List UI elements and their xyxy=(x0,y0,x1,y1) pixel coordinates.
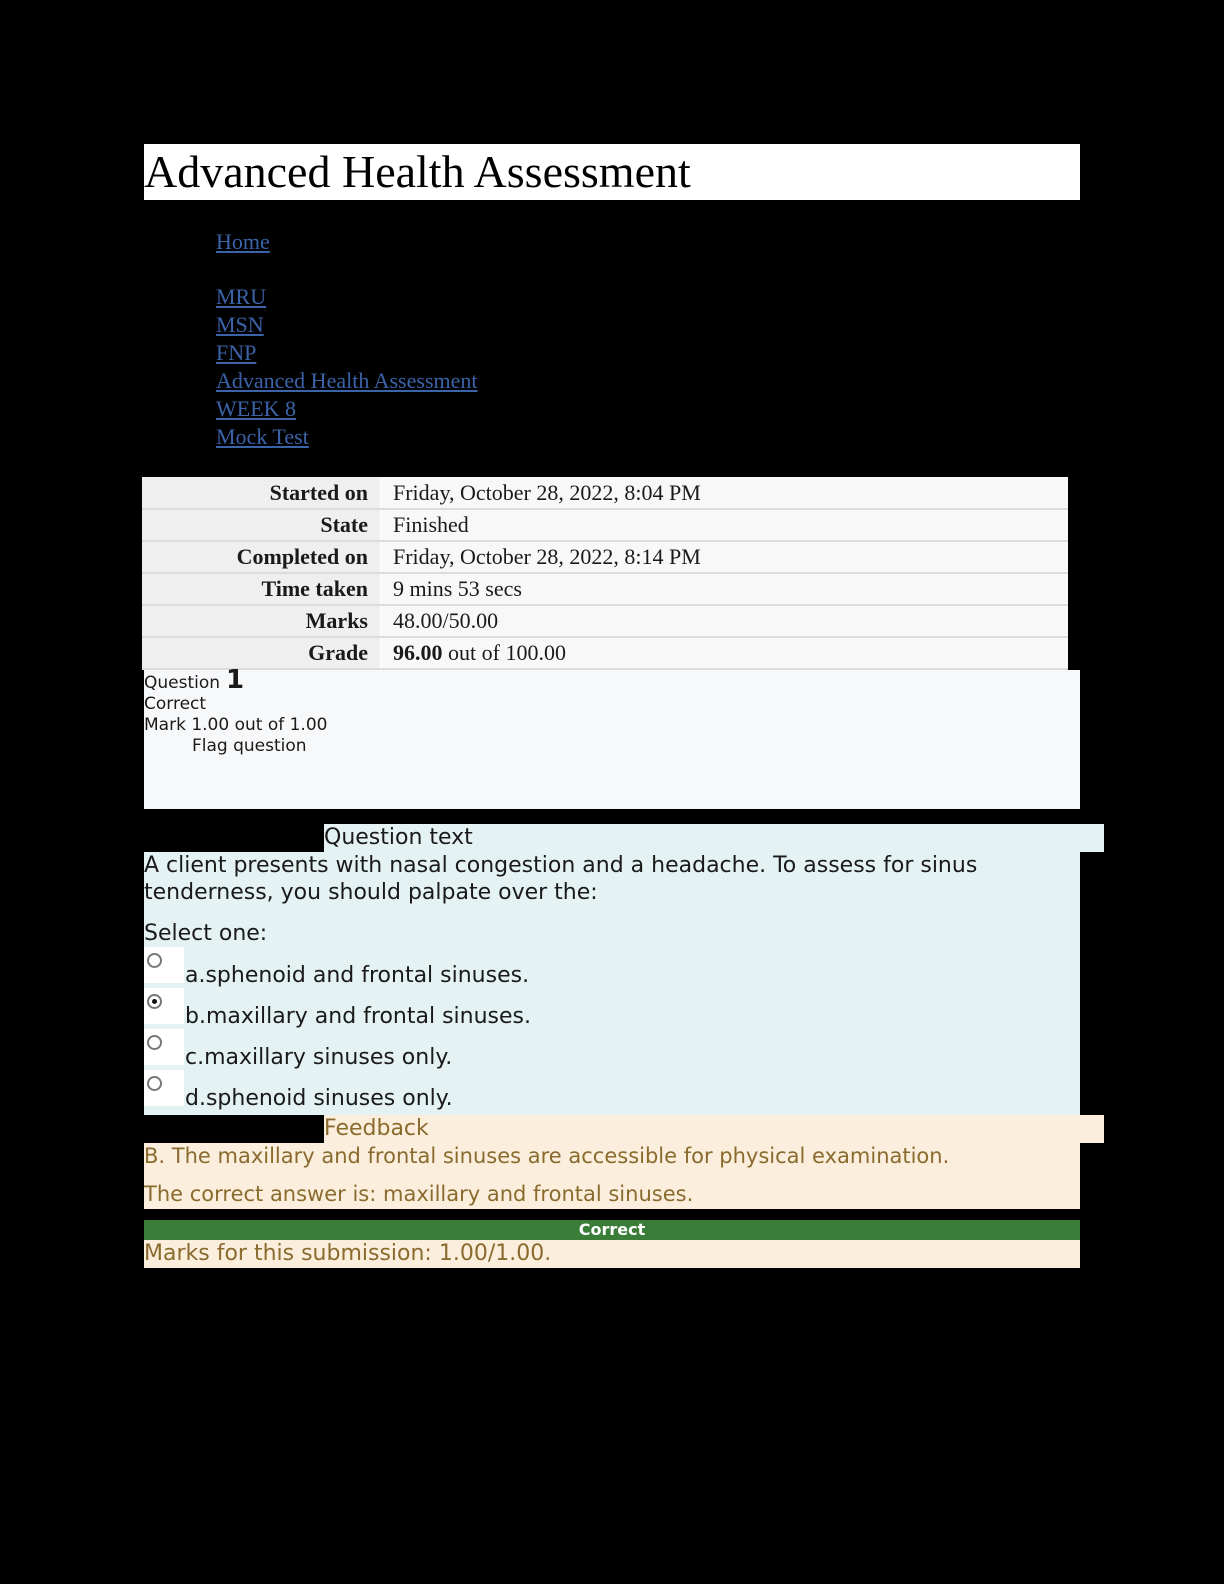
feedback-content xyxy=(144,1143,1080,1209)
radio-button[interactable] xyxy=(147,1076,162,1091)
breadcrumb-link-fnp[interactable]: FNP xyxy=(216,340,257,365)
summary-value: 48.00/50.00 xyxy=(381,605,1069,637)
question-label: Question xyxy=(144,673,221,693)
breadcrumb-link-mru[interactable]: MRU xyxy=(216,284,267,309)
summary-row xyxy=(142,573,1068,605)
summary-label: Time taken xyxy=(142,573,381,605)
answer-option-a[interactable] xyxy=(144,947,1080,988)
breadcrumb xyxy=(216,228,478,451)
summary-row xyxy=(142,509,1068,541)
answer-label: a.sphenoid and frontal sinuses. xyxy=(185,963,530,988)
grade-suffix: out of 100.00 xyxy=(442,640,566,665)
radio-wrapper xyxy=(144,1029,184,1065)
page-title-bar xyxy=(144,144,1080,200)
question-number: 1 xyxy=(226,665,245,695)
summary-label: Marks xyxy=(142,605,381,637)
breadcrumb-link-quiz[interactable]: Mock Test xyxy=(216,424,309,449)
question-stem: A client presents with nasal congestion and a headache. To assess for sinus tenderness, you should palpate over the: xyxy=(144,853,978,905)
question-number-line xyxy=(144,665,1080,695)
grade-score: 96.00 xyxy=(393,640,443,665)
answer-label: c.maxillary sinuses only. xyxy=(185,1045,453,1070)
question-state: Correct xyxy=(144,694,207,714)
summary-row xyxy=(142,541,1068,573)
grade-value xyxy=(381,637,1069,669)
answer-option-d[interactable] xyxy=(144,1070,1080,1111)
summary-row-grade xyxy=(142,637,1068,669)
summary-label: Completed on xyxy=(142,541,381,573)
correct-status-bar: Correct xyxy=(144,1220,1080,1240)
summary-label: State xyxy=(142,509,381,541)
page-title: Advanced Health Assessment xyxy=(144,146,691,197)
summary-value: Friday, October 28, 2022, 8:04 PM xyxy=(381,477,1069,509)
breadcrumb-link-msn[interactable]: MSN xyxy=(216,312,264,337)
answer-option-b[interactable] xyxy=(144,988,1080,1029)
submission-marks: Marks for this submission: 1.00/1.00. xyxy=(144,1240,1080,1268)
question-info xyxy=(144,665,1080,809)
answer-option-c[interactable] xyxy=(144,1029,1080,1070)
question-content xyxy=(144,852,1080,1115)
radio-wrapper xyxy=(144,1070,184,1106)
attempt-summary-table xyxy=(142,477,1068,670)
summary-row xyxy=(142,605,1068,637)
radio-button[interactable] xyxy=(147,1035,162,1050)
summary-row xyxy=(142,477,1068,509)
radio-wrapper xyxy=(144,947,184,983)
radio-button[interactable] xyxy=(147,953,162,968)
breadcrumb-home-link[interactable]: Home xyxy=(216,229,270,254)
summary-value: Finished xyxy=(381,509,1069,541)
flag-question-link[interactable]: Flag question xyxy=(192,736,307,756)
breadcrumb-link-course[interactable]: Advanced Health Assessment xyxy=(216,368,478,393)
breadcrumb-link-week[interactable]: WEEK 8 xyxy=(216,396,297,421)
feedback-heading: Feedback xyxy=(324,1115,1104,1143)
question-mark: Mark 1.00 out of 1.00 xyxy=(144,715,328,735)
grade-label: Grade xyxy=(142,637,381,669)
radio-button-selected[interactable] xyxy=(147,994,162,1009)
select-prompt: Select one: xyxy=(144,921,268,946)
summary-value: 9 mins 53 secs xyxy=(381,573,1069,605)
answer-label: d.sphenoid sinuses only. xyxy=(185,1086,453,1111)
summary-value: Friday, October 28, 2022, 8:14 PM xyxy=(381,541,1069,573)
radio-wrapper xyxy=(144,988,184,1024)
summary-label: Started on xyxy=(142,477,381,509)
feedback-explanation: B. The maxillary and frontal sinuses are accessible for physical examination. xyxy=(144,1144,950,1168)
correct-answer-text: The correct answer is: maxillary and frontal sinuses. xyxy=(144,1182,694,1206)
question-text-heading: Question text xyxy=(324,824,1104,852)
answer-label: b.maxillary and frontal sinuses. xyxy=(185,1004,531,1029)
